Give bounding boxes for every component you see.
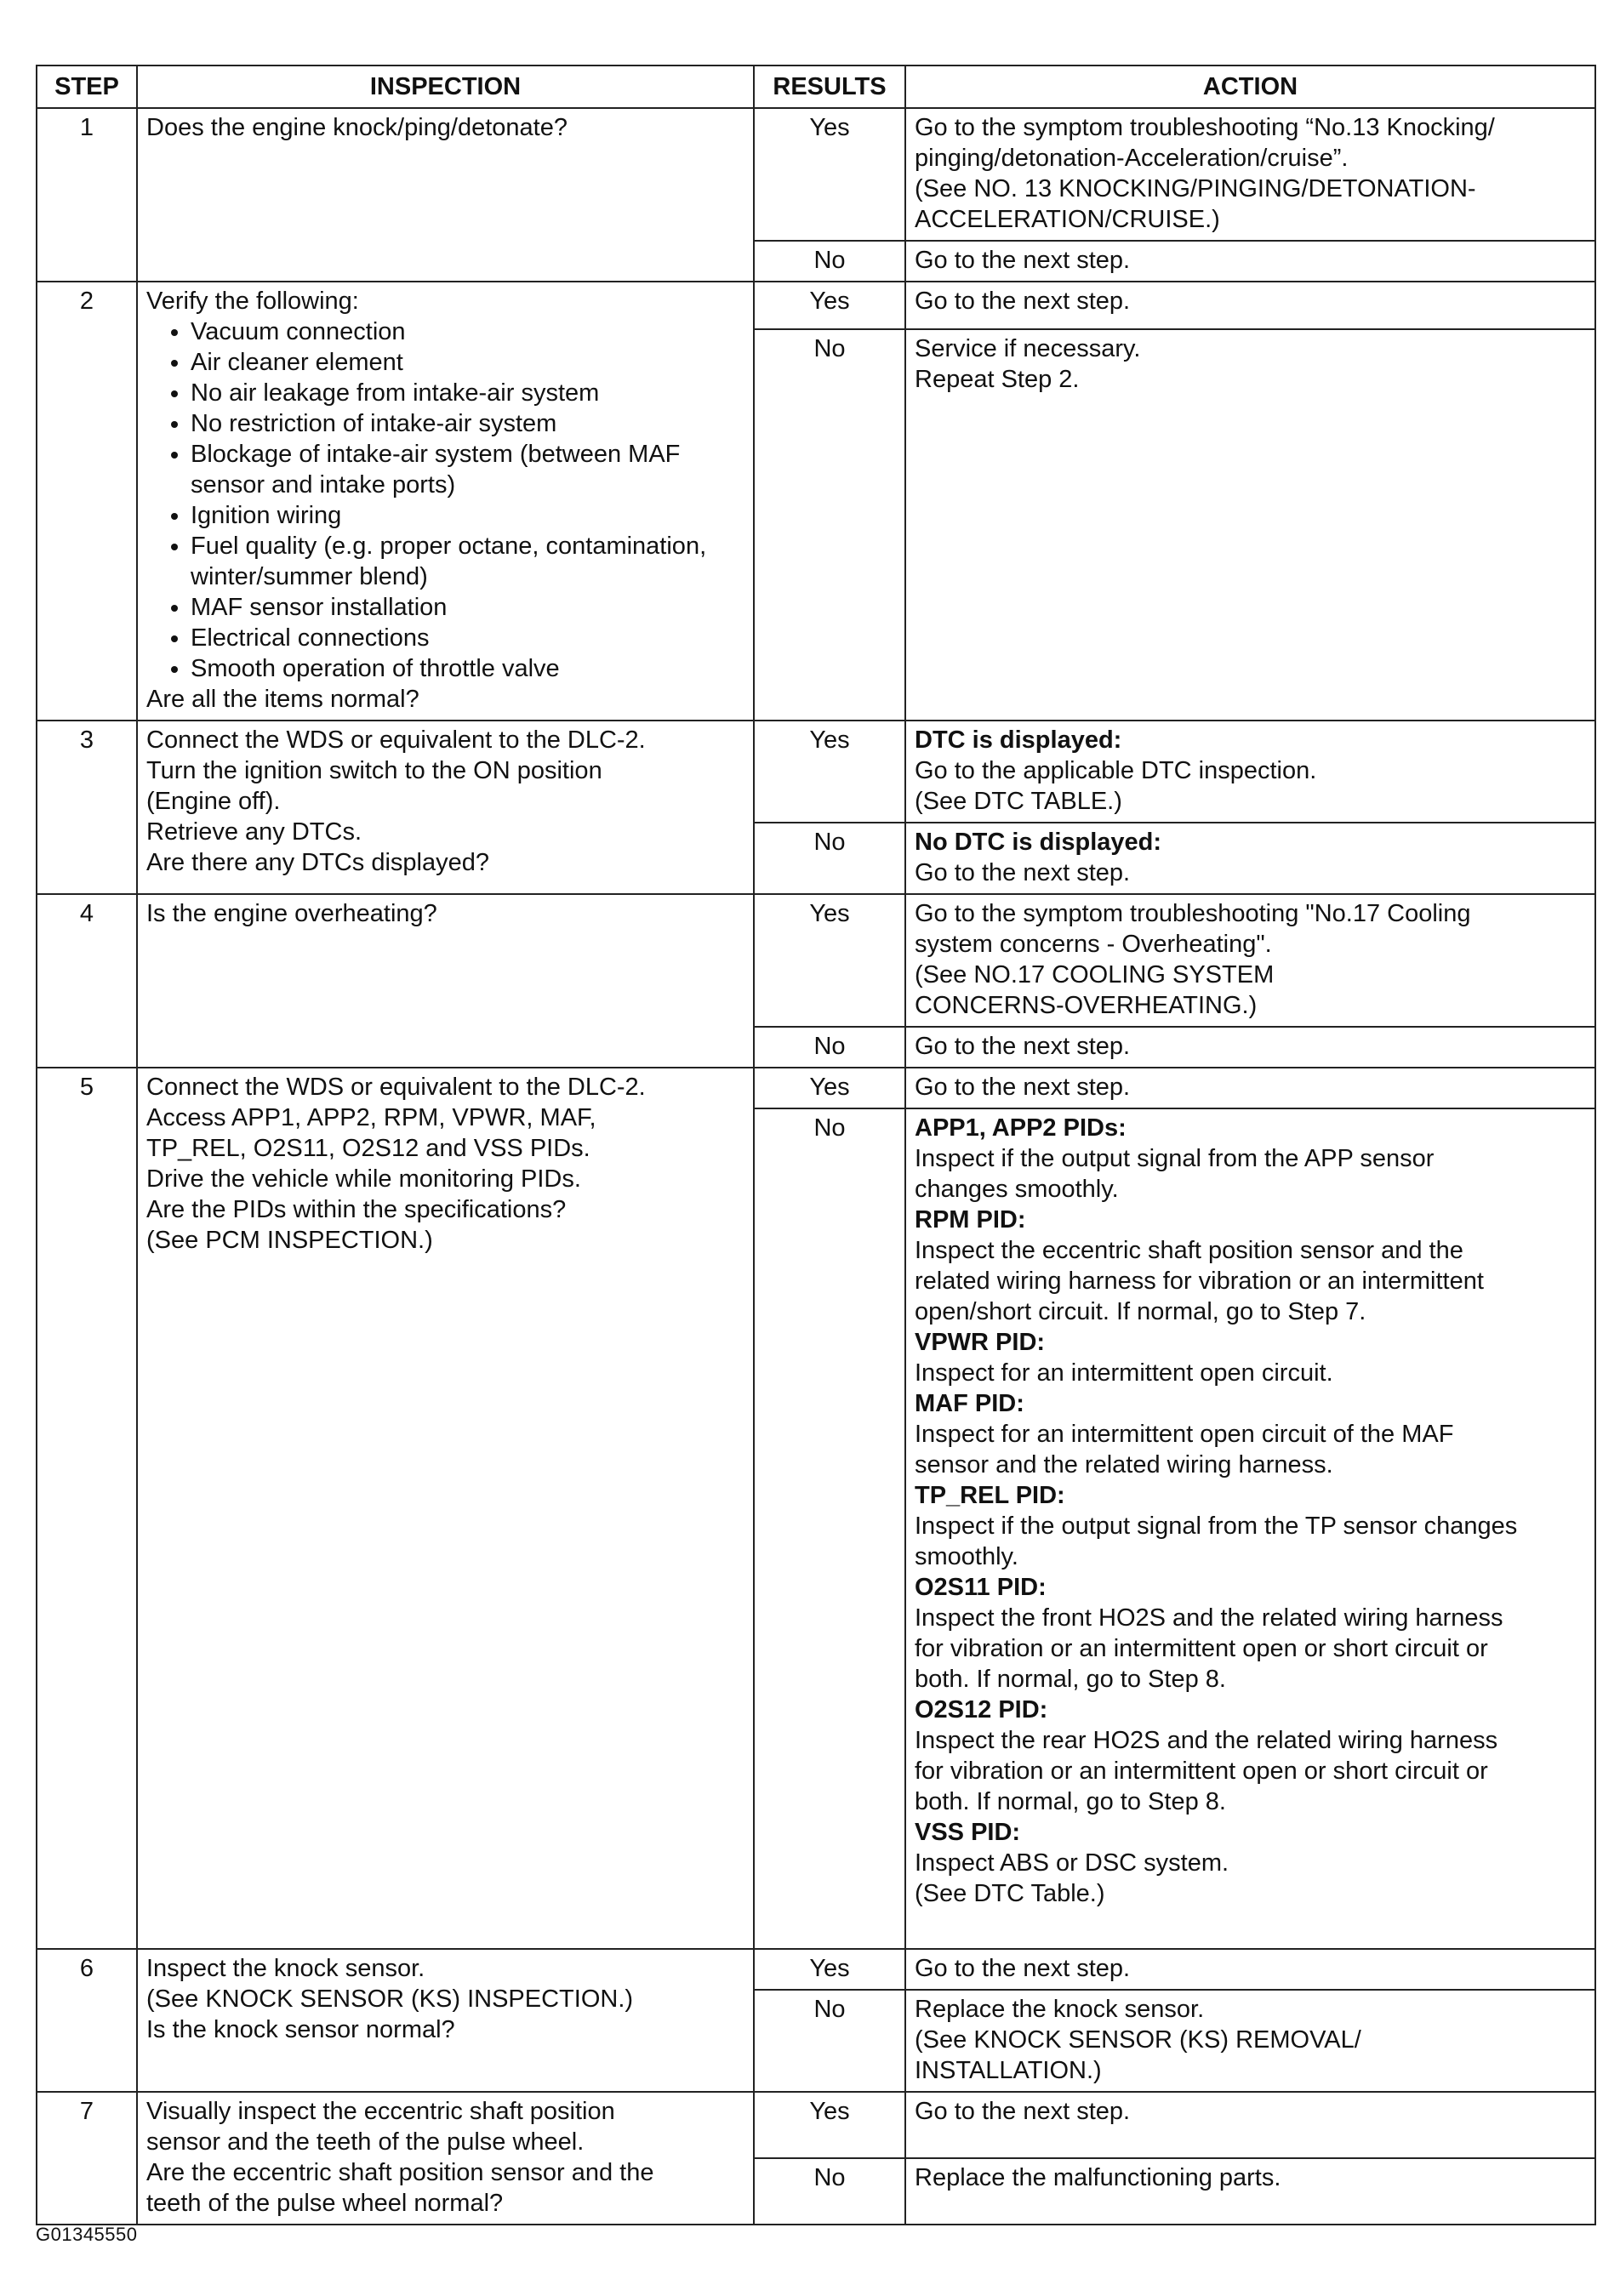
inspection-line: Turn the ignition switch to the ON position	[146, 757, 602, 784]
table-header-row	[37, 66, 1595, 108]
inspection-line: Inspect the knock sensor.	[146, 1955, 425, 1982]
action-line: both. If normal, go to Step 8.	[915, 1666, 1226, 1693]
action-line: Replace the knock sensor.	[915, 1996, 1205, 2023]
action-heading: O2S12 PID:	[915, 1696, 1048, 1723]
result-value: Yes	[754, 282, 905, 329]
inspection-line: Are the PIDs within the specifications?	[146, 1196, 567, 1223]
step-number: 2	[37, 282, 137, 721]
action-line: Inspect for an intermittent open circuit.	[915, 1359, 1333, 1387]
action-line: Inspect the eccentric shaft position sensor and the	[915, 1237, 1463, 1264]
action-cell	[905, 329, 1595, 721]
action-line: Go to the next step.	[915, 2098, 1131, 2125]
inspection-bullet: • MAF sensor installation	[191, 592, 744, 623]
action-line: system concerns - Overheating".	[915, 931, 1272, 958]
table-row	[37, 1068, 1595, 1108]
header-step: STEP	[37, 66, 137, 108]
action-cell	[905, 721, 1595, 823]
action-cell	[905, 1949, 1595, 1990]
step-number: 3	[37, 721, 137, 894]
inspection-line: Access APP1, APP2, RPM, VPWR, MAF,	[146, 1104, 596, 1131]
action-cell	[905, 2158, 1595, 2225]
result-value: Yes	[754, 721, 905, 823]
action-line: for vibration or an intermittent open or short circuit or	[915, 1635, 1488, 1662]
result-value: No	[754, 1990, 905, 2092]
inspection-cell	[137, 2092, 754, 2225]
action-heading: O2S11 PID:	[915, 1574, 1047, 1601]
inspection-bullet-list	[146, 316, 744, 684]
inspection-bullet: • No air leakage from intake-air system	[191, 378, 744, 408]
action-line: CONCERNS-OVERHEATING.)	[915, 992, 1258, 1019]
inspection-line: Drive the vehicle while monitoring PIDs.	[146, 1165, 581, 1193]
table-row	[37, 894, 1595, 1027]
action-line: Inspect if the output signal from the TP sensor changes	[915, 1513, 1518, 1540]
inspection-line: Retrieve any DTCs.	[146, 818, 362, 846]
action-heading: DTC is displayed:	[915, 726, 1122, 754]
action-line: Go to the symptom troubleshooting "No.17 Cooling	[915, 900, 1471, 927]
action-line: for vibration or an intermittent open or short circuit or	[915, 1758, 1488, 1785]
result-value: No	[754, 2158, 905, 2225]
action-line: Repeat Step 2.	[915, 366, 1080, 393]
action-line: open/short circuit. If normal, go to Step 7.	[915, 1298, 1366, 1325]
inspection-line: Is the knock sensor normal?	[146, 2016, 455, 2043]
action-heading: TP_REL PID:	[915, 1482, 1065, 1509]
action-line: (See DTC TABLE.)	[915, 788, 1122, 815]
action-cell	[905, 823, 1595, 894]
action-line: (See NO. 13 KNOCKING/PINGING/DETONATION-	[915, 175, 1476, 202]
step-number: 6	[37, 1949, 137, 2092]
action-line: changes smoothly.	[915, 1176, 1119, 1203]
result-value: No	[754, 241, 905, 282]
inspection-bullet: • Ignition wiring	[191, 500, 744, 531]
step-number: 1	[37, 108, 137, 282]
action-line: Inspect ABS or DSC system.	[915, 1849, 1229, 1877]
header-inspection: INSPECTION	[137, 66, 754, 108]
inspection-line: teeth of the pulse wheel normal?	[146, 2190, 504, 2217]
action-cell	[905, 1068, 1595, 1108]
inspection-cell	[137, 282, 754, 721]
inspection-line: Is the engine overheating?	[146, 900, 437, 927]
action-line: Service if necessary.	[915, 335, 1141, 362]
inspection-line: Are there any DTCs displayed?	[146, 849, 489, 876]
action-line: smoothly.	[915, 1543, 1018, 1570]
table-row	[37, 721, 1595, 823]
action-line: (See DTC Table.)	[915, 1880, 1105, 1907]
inspection-bullet: • Smooth operation of throttle valve	[191, 653, 744, 684]
action-heading: MAF PID:	[915, 1390, 1024, 1417]
result-value: Yes	[754, 894, 905, 1027]
action-line: Go to the next step.	[915, 859, 1131, 886]
step-number: 5	[37, 1068, 137, 1949]
action-line: (See NO.17 COOLING SYSTEM	[915, 961, 1275, 988]
inspection-line: Visually inspect the eccentric shaft position	[146, 2098, 615, 2125]
action-line: (See KNOCK SENSOR (KS) REMOVAL/	[915, 2026, 1361, 2054]
table-row	[37, 2092, 1595, 2158]
action-line: Go to the next step.	[915, 1955, 1131, 1982]
inspection-line: Are the eccentric shaft position sensor and the	[146, 2159, 654, 2186]
inspection-intro: Verify the following:	[146, 288, 359, 315]
inspection-cell	[137, 108, 754, 282]
action-line: Inspect the rear HO2S and the related wiring harness	[915, 1727, 1498, 1754]
action-cell	[905, 108, 1595, 241]
inspection-outro: Are all the items normal?	[146, 686, 419, 713]
step-number: 7	[37, 2092, 137, 2225]
action-cell	[905, 241, 1595, 282]
step-number: 4	[37, 894, 137, 1068]
action-line: ACCELERATION/CRUISE.)	[915, 206, 1220, 233]
action-line: Replace the malfunctioning parts.	[915, 2164, 1281, 2191]
inspection-bullet: • Vacuum connection	[191, 316, 744, 347]
result-value: No	[754, 329, 905, 721]
inspection-bullet: • Electrical connections	[191, 623, 744, 653]
header-results: RESULTS	[754, 66, 905, 108]
action-line: pinging/detonation-Acceleration/cruise”.	[915, 145, 1349, 172]
inspection-bullet: • Fuel quality (e.g. proper octane, contamination, winter/summer blend)	[191, 531, 744, 592]
inspection-line: Connect the WDS or equivalent to the DLC-2.	[146, 726, 646, 754]
result-value: Yes	[754, 2092, 905, 2158]
action-line: Go to the next step.	[915, 288, 1131, 315]
action-heading: APP1, APP2 PIDs:	[915, 1114, 1127, 1142]
action-heading: RPM PID:	[915, 1206, 1026, 1233]
action-line: sensor and the related wiring harness.	[915, 1451, 1333, 1478]
result-value: Yes	[754, 1949, 905, 1990]
action-heading: No DTC is displayed:	[915, 829, 1162, 856]
inspection-cell	[137, 721, 754, 894]
inspection-line: (Engine off).	[146, 788, 281, 815]
table-body	[37, 108, 1595, 2225]
result-value: No	[754, 1108, 905, 1949]
action-line: both. If normal, go to Step 8.	[915, 1788, 1226, 1815]
action-line: Inspect the front HO2S and the related wiring harness	[915, 1604, 1503, 1632]
action-cell	[905, 1108, 1595, 1949]
action-line: Go to the next step.	[915, 1074, 1131, 1101]
inspection-line: (See KNOCK SENSOR (KS) INSPECTION.)	[146, 1985, 634, 2013]
action-cell	[905, 894, 1595, 1027]
action-cell	[905, 2092, 1595, 2158]
action-line: Inspect if the output signal from the APP sensor	[915, 1145, 1435, 1172]
action-heading: VSS PID:	[915, 1819, 1021, 1846]
inspection-line: Does the engine knock/ping/detonate?	[146, 114, 568, 141]
table-row	[37, 1949, 1595, 1990]
action-line: Go to the applicable DTC inspection.	[915, 757, 1317, 784]
document-code: G01345550	[36, 2224, 138, 2245]
inspection-bullet: • No restriction of intake-air system	[191, 408, 744, 439]
action-line: Go to the next step.	[915, 1033, 1131, 1060]
action-heading: VPWR PID:	[915, 1329, 1046, 1356]
troubleshooting-table	[36, 65, 1596, 2225]
table-row	[37, 282, 1595, 329]
inspection-line: sensor and the teeth of the pulse wheel.	[146, 2128, 585, 2156]
action-line: Go to the next step.	[915, 247, 1131, 274]
inspection-cell	[137, 1068, 754, 1949]
action-line: INSTALLATION.)	[915, 2057, 1102, 2084]
action-cell	[905, 1990, 1595, 2092]
inspection-bullet: • Blockage of intake-air system (between MAF sensor and intake ports)	[191, 439, 744, 500]
action-cell	[905, 1027, 1595, 1068]
inspection-cell	[137, 894, 754, 1068]
inspection-bullet: • Air cleaner element	[191, 347, 744, 378]
table-row	[37, 108, 1595, 241]
inspection-cell	[137, 1949, 754, 2092]
action-cell	[905, 282, 1595, 329]
result-value: No	[754, 1027, 905, 1068]
inspection-line: TP_REL, O2S11, O2S12 and VSS PIDs.	[146, 1135, 590, 1162]
inspection-line: (See PCM INSPECTION.)	[146, 1227, 433, 1254]
action-line: Inspect for an intermittent open circuit of the MAF	[915, 1421, 1454, 1448]
action-line: related wiring harness for vibration or an intermittent	[915, 1268, 1484, 1295]
inspection-line: Connect the WDS or equivalent to the DLC-2.	[146, 1074, 646, 1101]
result-value: No	[754, 823, 905, 894]
result-value: Yes	[754, 108, 905, 241]
result-value: Yes	[754, 1068, 905, 1108]
action-line: Go to the symptom troubleshooting “No.13 Knocking/	[915, 114, 1495, 141]
header-action: ACTION	[905, 66, 1595, 108]
